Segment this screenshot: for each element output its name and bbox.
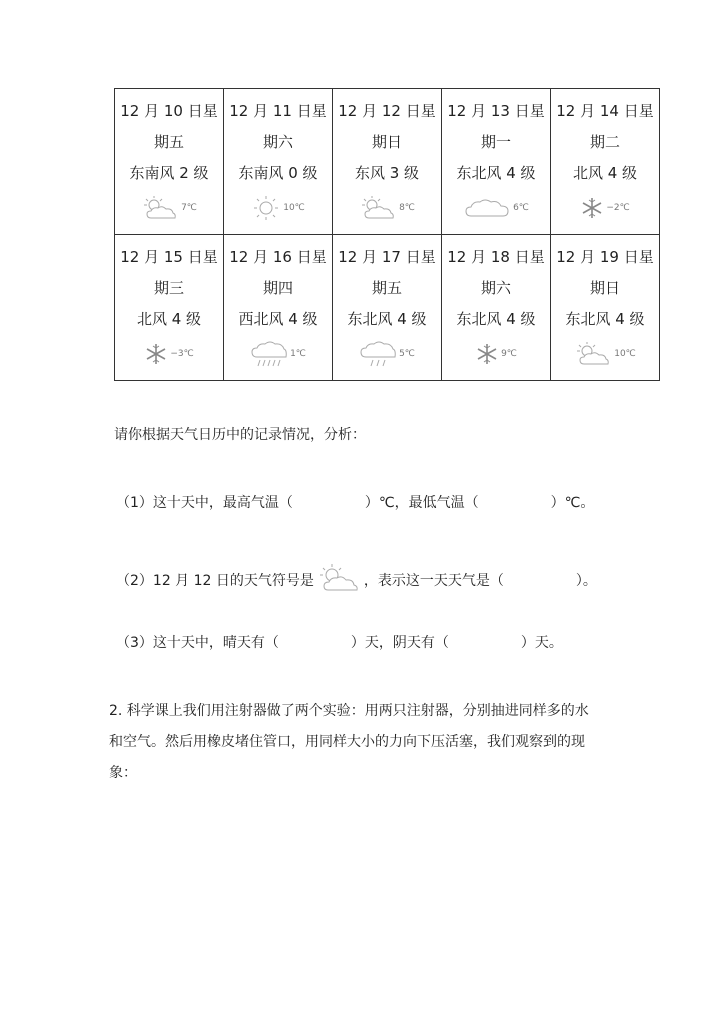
weather-calendar-table <box>114 88 660 381</box>
day-wind: 东北风 4 级 <box>347 310 427 328</box>
day-weekday: 期日 <box>371 133 402 151</box>
day-wind: 东南风 2 级 <box>129 164 209 182</box>
day-cell <box>551 235 660 381</box>
table-row <box>115 89 660 235</box>
weather-symbol <box>115 193 223 223</box>
question-3-part-c: ）天。 <box>520 635 563 651</box>
day-cell <box>224 89 333 235</box>
day-temperature: 8℃ <box>399 203 415 213</box>
day-wind: 东风 3 级 <box>354 164 420 182</box>
day-wind: 东北风 4 级 <box>456 164 536 182</box>
weather-symbol <box>551 339 659 369</box>
cloudy-icon <box>463 195 511 221</box>
snow-icon <box>144 342 168 366</box>
instruction-text: 请你根据天气日历中的记录情况，分析： <box>114 427 366 443</box>
day-weekday: 期五 <box>371 279 402 297</box>
day-wind: 东南风 0 级 <box>238 164 318 182</box>
problem-2 <box>109 696 609 789</box>
day-date: 12 月 13 日星 <box>447 102 545 120</box>
day-temperature: −2℃ <box>606 203 630 213</box>
day-cell <box>551 89 660 235</box>
question-1 <box>116 492 594 512</box>
day-date: 12 月 17 日星 <box>338 248 436 266</box>
day-wind: 东北风 4 级 <box>565 310 645 328</box>
weather-symbol <box>442 193 550 223</box>
day-temperature: 5℃ <box>399 349 415 359</box>
day-cell <box>442 89 551 235</box>
day-temperature: 10℃ <box>283 203 305 213</box>
light-rain-icon <box>359 339 397 369</box>
weather-symbol <box>333 339 441 369</box>
day-temperature: 7℃ <box>181 203 197 213</box>
question-2 <box>116 562 597 600</box>
snow-icon <box>475 342 499 366</box>
day-cell <box>442 235 551 381</box>
day-weekday: 期五 <box>153 133 184 151</box>
day-weekday: 期一 <box>480 133 511 151</box>
question-1-part-c: ）℃。 <box>550 495 595 511</box>
weather-symbol <box>442 339 550 369</box>
day-weekday: 期六 <box>262 133 293 151</box>
day-date: 12 月 16 日星 <box>229 248 327 266</box>
rain-icon <box>250 339 288 369</box>
day-date: 12 月 12 日星 <box>338 102 436 120</box>
question-2-part-a: （2）12 月 12 日的天气符号是 <box>116 573 314 589</box>
day-date: 12 月 14 日星 <box>556 102 654 120</box>
weather-symbol <box>333 193 441 223</box>
day-temperature: 6℃ <box>513 203 529 213</box>
day-temperature: 9℃ <box>501 349 517 359</box>
partly-cloudy-icon <box>141 194 179 222</box>
problem-2-line-3: 象： <box>109 765 137 781</box>
day-date: 12 月 19 日星 <box>556 248 654 266</box>
day-wind: 西北风 4 级 <box>238 310 318 328</box>
sunny-icon <box>251 194 281 222</box>
day-temperature: 10℃ <box>614 349 636 359</box>
day-cell <box>115 89 224 235</box>
day-temperature: −3℃ <box>170 349 194 359</box>
day-weekday: 期日 <box>589 279 620 297</box>
day-weekday: 期四 <box>262 279 293 297</box>
weather-symbol <box>224 193 332 223</box>
day-cell <box>333 89 442 235</box>
partly-cloudy-icon <box>316 562 362 600</box>
weather-symbol <box>551 193 659 223</box>
problem-2-line-1: 2. 科学课上我们用注射器做了两个实验：用两只注射器，分别抽进同样多的水 <box>109 703 589 719</box>
day-weekday: 期二 <box>589 133 620 151</box>
question-2-part-c: ）。 <box>575 573 597 589</box>
day-cell <box>115 235 224 381</box>
day-weekday: 期三 <box>153 279 184 297</box>
day-wind: 北风 4 级 <box>572 164 638 182</box>
question-1-part-a: （1）这十天中，最高气温（ <box>116 495 293 511</box>
snow-icon <box>580 196 604 220</box>
day-wind: 北风 4 级 <box>136 310 202 328</box>
question-2-part-b: ，表示这一天天气是（ <box>363 573 504 589</box>
question-3-part-a: （3）这十天中，晴天有（ <box>116 635 279 651</box>
day-date: 12 月 15 日星 <box>120 248 218 266</box>
weather-symbol <box>224 339 332 369</box>
question-3-part-b: ）天，阴天有（ <box>350 635 449 651</box>
day-wind: 东北风 4 级 <box>456 310 536 328</box>
day-temperature: 1℃ <box>290 349 306 359</box>
day-weekday: 期六 <box>480 279 511 297</box>
partly-cloudy-icon <box>574 340 612 368</box>
day-cell <box>224 235 333 381</box>
day-date: 12 月 11 日星 <box>229 102 327 120</box>
question-1-part-b: ）℃，最低气温（ <box>364 495 479 511</box>
weather-symbol <box>115 339 223 369</box>
day-date: 12 月 18 日星 <box>447 248 545 266</box>
problem-2-line-2: 和空气。然后用橡皮堵住管口，用同样大小的力向下压活塞，我们观察到的现 <box>109 734 585 750</box>
table-row <box>115 235 660 381</box>
question-3 <box>116 632 563 652</box>
day-cell <box>333 235 442 381</box>
partly-cloudy-icon <box>359 194 397 222</box>
day-date: 12 月 10 日星 <box>120 102 218 120</box>
